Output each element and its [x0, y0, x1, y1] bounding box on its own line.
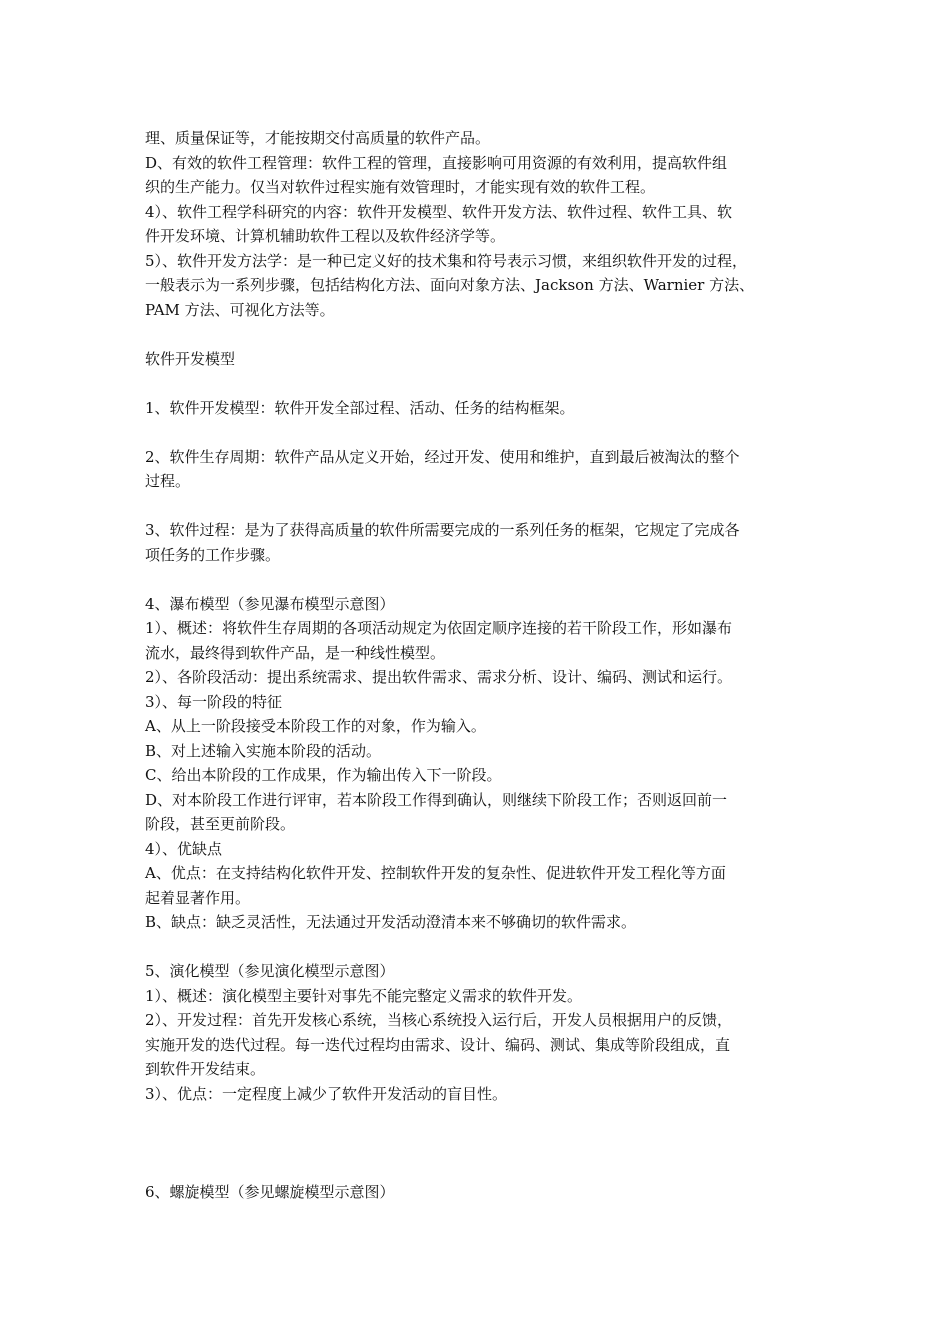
blank-line [145, 567, 825, 592]
text-line: 3）、优点：一定程度上减少了软件开发活动的盲目性。 [145, 1084, 508, 1103]
text-line: 1）、概述：演化模型主要针对事先不能完整定义需求的软件开发。 [145, 986, 583, 1005]
text-line: 2）、各阶段活动：提出系统需求、提出软件需求、需求分析、设计、编码、测试和运行。 [145, 668, 733, 686]
text-line: 1）、概述：将软件生存周期的各项活动规定为依固定顺序连接的若干阶段工作，形如瀑布 [145, 619, 733, 637]
text-line: 1、软件开发模型：软件开发全部过程、活动、任务的结构框架。 [145, 398, 575, 417]
text-line: 件开发环境、计算机辅助软件工程以及软件经济学等。 [145, 227, 506, 245]
blank-line [145, 420, 825, 445]
text-line: 6、螺旋模型（参见螺旋模型示意图） [145, 1182, 395, 1201]
text-line: A、从上一阶段接受本阶段工作的对象，作为输入。 [145, 717, 486, 735]
text-line: PAM 方法、可视化方法等。 [145, 300, 335, 319]
text-line: 项任务的工作步骤。 [145, 545, 281, 564]
blank-line [145, 322, 825, 347]
text-line: 过程。 [145, 472, 191, 490]
text-line: 一般表示为一系列步骤，包括结构化方法、面向对象方法、Jackson 方法、Warnier 方法、 [145, 276, 755, 294]
document-body [145, 126, 825, 1204]
text-line: 4）、软件工程学科研究的内容：软件开发模型、软件开发方法、软件过程、软件工具、软 [145, 202, 733, 221]
text-line: 流水，最终得到软件产品，是一种线性模型。 [145, 643, 446, 662]
text-line: 理、质量保证等，才能按期交付高质量的软件产品。 [145, 129, 491, 147]
text-line: 4）、优缺点 [145, 839, 223, 858]
text-line: 2）、开发过程：首先开发核心系统，当核心系统投入运行后，开发人员根据用户的反馈， [145, 1011, 733, 1029]
text-line: D、有效的软件工程管理：软件工程的管理，直接影响可用资源的有效利用，提高软件组 [145, 153, 728, 172]
text-line: 5）、软件开发方法学：是一种已定义好的技术集和符号表示习惯，来组织软件开发的过程， [145, 251, 748, 270]
text-line: C、给出本阶段的工作成果，作为输出传入下一阶段。 [145, 766, 502, 784]
text-line: 2、软件生存周期：软件产品从定义开始，经过开发、使用和维护，直到最后被淘汰的整个 [145, 447, 740, 466]
blank-lines [145, 1106, 825, 1180]
blank-line [145, 935, 825, 960]
text-line: 织的生产能力。仅当对软件过程实施有效管理时，才能实现有效的软件工程。 [145, 178, 656, 196]
text-line: 到软件开发结束。 [145, 1060, 266, 1078]
text-line: 起着显著作用。 [145, 888, 251, 907]
text-line: 4、瀑布模型（参见瀑布模型示意图） [145, 594, 395, 613]
text-line: 5、演化模型（参见演化模型示意图） [145, 962, 395, 980]
blank-line [145, 371, 825, 396]
text-line: 3、软件过程：是为了获得高质量的软件所需要完成的一系列任务的框架，它规定了完成各 [145, 521, 740, 539]
text-line: A、优点：在支持结构化软件开发、控制软件开发的复杂性、促进软件开发工程化等方面 [145, 864, 726, 882]
text-line: B、对上述输入实施本阶段的活动。 [145, 741, 382, 760]
section-heading: 软件开发模型 [145, 349, 236, 368]
text-line: 3）、每一阶段的特征 [145, 692, 283, 711]
text-line: 阶段，甚至更前阶段。 [145, 815, 296, 833]
text-line: D、对本阶段工作进行评审，若本阶段工作得到确认，则继续下阶段工作；否则返回前一 [145, 790, 728, 809]
blank-line [145, 494, 825, 519]
text-line: B、缺点：缺乏灵活性，无法通过开发活动澄清本来不够确切的软件需求。 [145, 913, 637, 931]
text-line: 实施开发的迭代过程。每一迭代过程均由需求、设计、编码、测试、集成等阶段组成，直 [145, 1035, 731, 1054]
